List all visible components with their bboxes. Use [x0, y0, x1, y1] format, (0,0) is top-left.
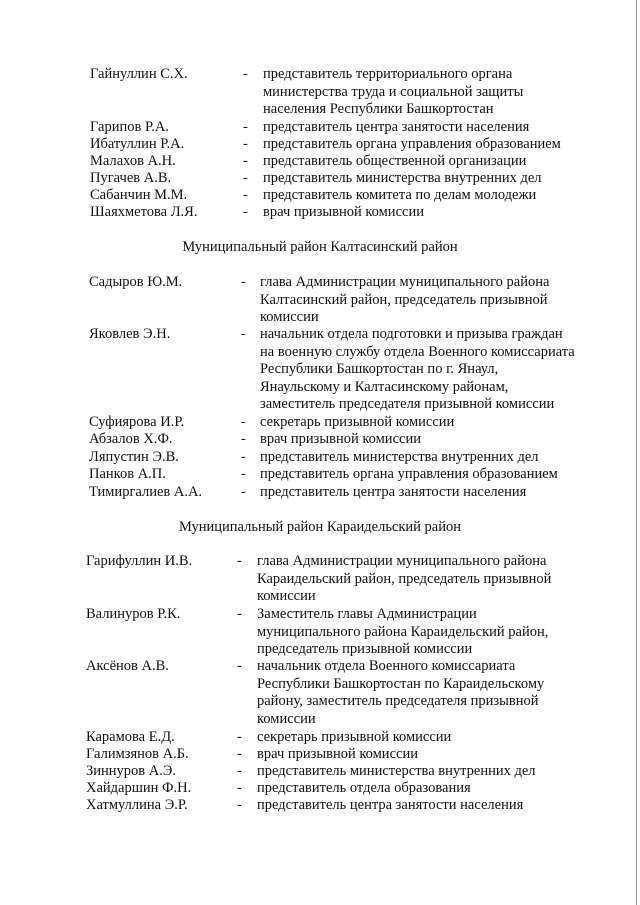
- member-role: [263, 119, 593, 137]
- role-line: начальник отдела подготовки и призыва граждан: [260, 326, 563, 342]
- member-name: Валинуров Р.К.: [86, 606, 181, 622]
- member-role: [263, 66, 593, 119]
- dash-separator: -: [237, 606, 242, 622]
- role-line: врач призывной комиссии: [257, 746, 418, 762]
- role-line: представитель министерства внутренних дел: [260, 449, 539, 465]
- dash-separator: -: [237, 763, 242, 779]
- member-role: [263, 153, 593, 171]
- role-line: представитель органа управления образованием: [260, 466, 558, 482]
- dash-separator: -: [241, 326, 246, 342]
- dash-separator: -: [237, 553, 242, 569]
- dash-separator: -: [241, 431, 246, 447]
- member-role: [257, 797, 587, 815]
- role-line: представитель министерства внутренних дел: [263, 170, 542, 186]
- dash-separator: -: [237, 729, 242, 745]
- role-line: Заместитель главы Администрации: [257, 606, 477, 622]
- member-role: [263, 187, 593, 205]
- role-line: начальник отдела Военного комиссариата: [257, 658, 516, 674]
- dash-separator: -: [237, 658, 242, 674]
- role-line: представитель территориального органа: [263, 66, 513, 82]
- role-line: врач призывной комиссии: [263, 204, 424, 220]
- dash-separator: -: [241, 484, 246, 500]
- member-role: [260, 431, 600, 449]
- dash-separator: -: [237, 780, 242, 796]
- dash-separator: -: [241, 466, 246, 482]
- member-name: Сабанчин М.М.: [90, 187, 188, 203]
- dash-separator: -: [243, 66, 248, 82]
- member-name: Суфиярова И.Р.: [89, 414, 185, 430]
- role-line: представитель центра занятости населения: [257, 797, 524, 813]
- role-line: населения Республики Башкортостан: [263, 101, 494, 117]
- section-heading-kaltasinsky: Муниципальный район Калтасинский район: [182, 239, 458, 255]
- member-name: Хайдаршин Ф.Н.: [86, 780, 192, 796]
- role-line: Республики Башкортостан по Караидельскому: [257, 675, 545, 692]
- role-line: комиссии: [257, 588, 316, 604]
- role-line: представитель центра занятости населения: [260, 484, 527, 500]
- dash-separator: -: [243, 136, 248, 152]
- member-name: Гайнуллин С.Х.: [90, 66, 188, 82]
- role-line: врач призывной комиссии: [260, 431, 421, 447]
- member-role: [257, 746, 587, 764]
- member-role: [257, 763, 587, 781]
- role-line: министерства труда и социальной защиты: [263, 83, 524, 100]
- member-name: Хатмуллина Э.Р.: [86, 797, 188, 813]
- member-role: [257, 780, 587, 798]
- role-line: представитель отдела образования: [257, 780, 471, 796]
- member-role: [257, 658, 587, 728]
- member-role: [260, 484, 600, 502]
- member-name: Садыров Ю.М.: [89, 274, 183, 290]
- dash-separator: -: [237, 797, 242, 813]
- member-name: Ляпустин Э.В.: [89, 449, 179, 465]
- role-line: представитель комитета по делам молодежи: [263, 187, 537, 203]
- role-line: представитель министерства внутренних дел: [257, 763, 536, 779]
- dash-separator: -: [241, 414, 246, 430]
- member-role: [260, 414, 600, 432]
- dash-separator: -: [237, 746, 242, 762]
- role-line: муниципального района Караидельский район,: [257, 623, 549, 640]
- member-role: [257, 729, 587, 747]
- member-name: Карамова Е.Д.: [86, 729, 175, 745]
- role-line: глава Администрации муниципального района: [257, 553, 547, 569]
- member-role: [260, 274, 600, 327]
- dash-separator: -: [243, 119, 248, 135]
- member-role: [263, 136, 593, 154]
- role-line: Караидельский район, председатель призывной: [257, 570, 552, 587]
- role-line: представитель центра занятости населения: [263, 119, 530, 135]
- role-line: комиссии: [257, 710, 316, 727]
- role-line: секретарь призывной комиссии: [257, 729, 452, 745]
- dash-separator: -: [243, 187, 248, 203]
- role-line: представитель органа управления образованием: [263, 136, 561, 152]
- member-role: [257, 606, 587, 659]
- role-line: секретарь призывной комиссии: [260, 414, 455, 430]
- member-role: [260, 326, 600, 414]
- member-role: [260, 466, 600, 484]
- member-name: Малахов А.Н.: [90, 153, 176, 169]
- role-line: Янаульскому и Калтасинскому районам,: [260, 378, 509, 395]
- role-line: на военную службу отдела Военного комиссариата: [260, 343, 575, 360]
- role-line: председатель призывной комиссии: [257, 641, 473, 657]
- member-name: Аксёнов А.В.: [86, 658, 169, 674]
- role-line: глава Администрации муниципального района: [260, 274, 550, 290]
- member-role: [260, 449, 600, 467]
- role-line: Калтасинский район, председатель призывной: [260, 291, 548, 308]
- role-line: представитель общественной организации: [263, 153, 527, 169]
- member-name: Зиннуров А.Э.: [86, 763, 177, 779]
- member-name: Тимиргалиев А.А.: [89, 484, 203, 500]
- section-heading-karaidelsky: Муниципальный район Караидельский район: [178, 519, 462, 535]
- dash-separator: -: [243, 170, 248, 186]
- member-role: [257, 553, 587, 606]
- dash-separator: -: [243, 204, 248, 220]
- member-name: Шаяхметова Л.Я.: [90, 204, 198, 220]
- role-line: комиссии: [260, 309, 319, 325]
- role-line: Республики Башкортостан по г. Янаул,: [260, 361, 499, 377]
- role-line: заместитель председателя призывной комиссии: [260, 396, 555, 412]
- member-role: [263, 170, 593, 188]
- member-name: Галимзянов А.Б.: [86, 746, 189, 762]
- member-name: Яковлев Э.Н.: [89, 326, 171, 342]
- member-role: [263, 204, 593, 222]
- dash-separator: -: [241, 274, 246, 290]
- member-name: Абзалов Х.Ф.: [89, 431, 173, 447]
- role-line: району, заместитель председателя призывной: [257, 693, 539, 709]
- member-name: Гарифуллин И.В.: [86, 553, 193, 569]
- member-name: Панков А.П.: [89, 466, 166, 482]
- member-name: Гарипов Р.А.: [90, 119, 169, 135]
- dash-separator: -: [241, 449, 246, 465]
- member-name: Ибатуллин Р.А.: [90, 136, 185, 152]
- member-name: Пугачев А.В.: [90, 170, 172, 186]
- dash-separator: -: [243, 153, 248, 169]
